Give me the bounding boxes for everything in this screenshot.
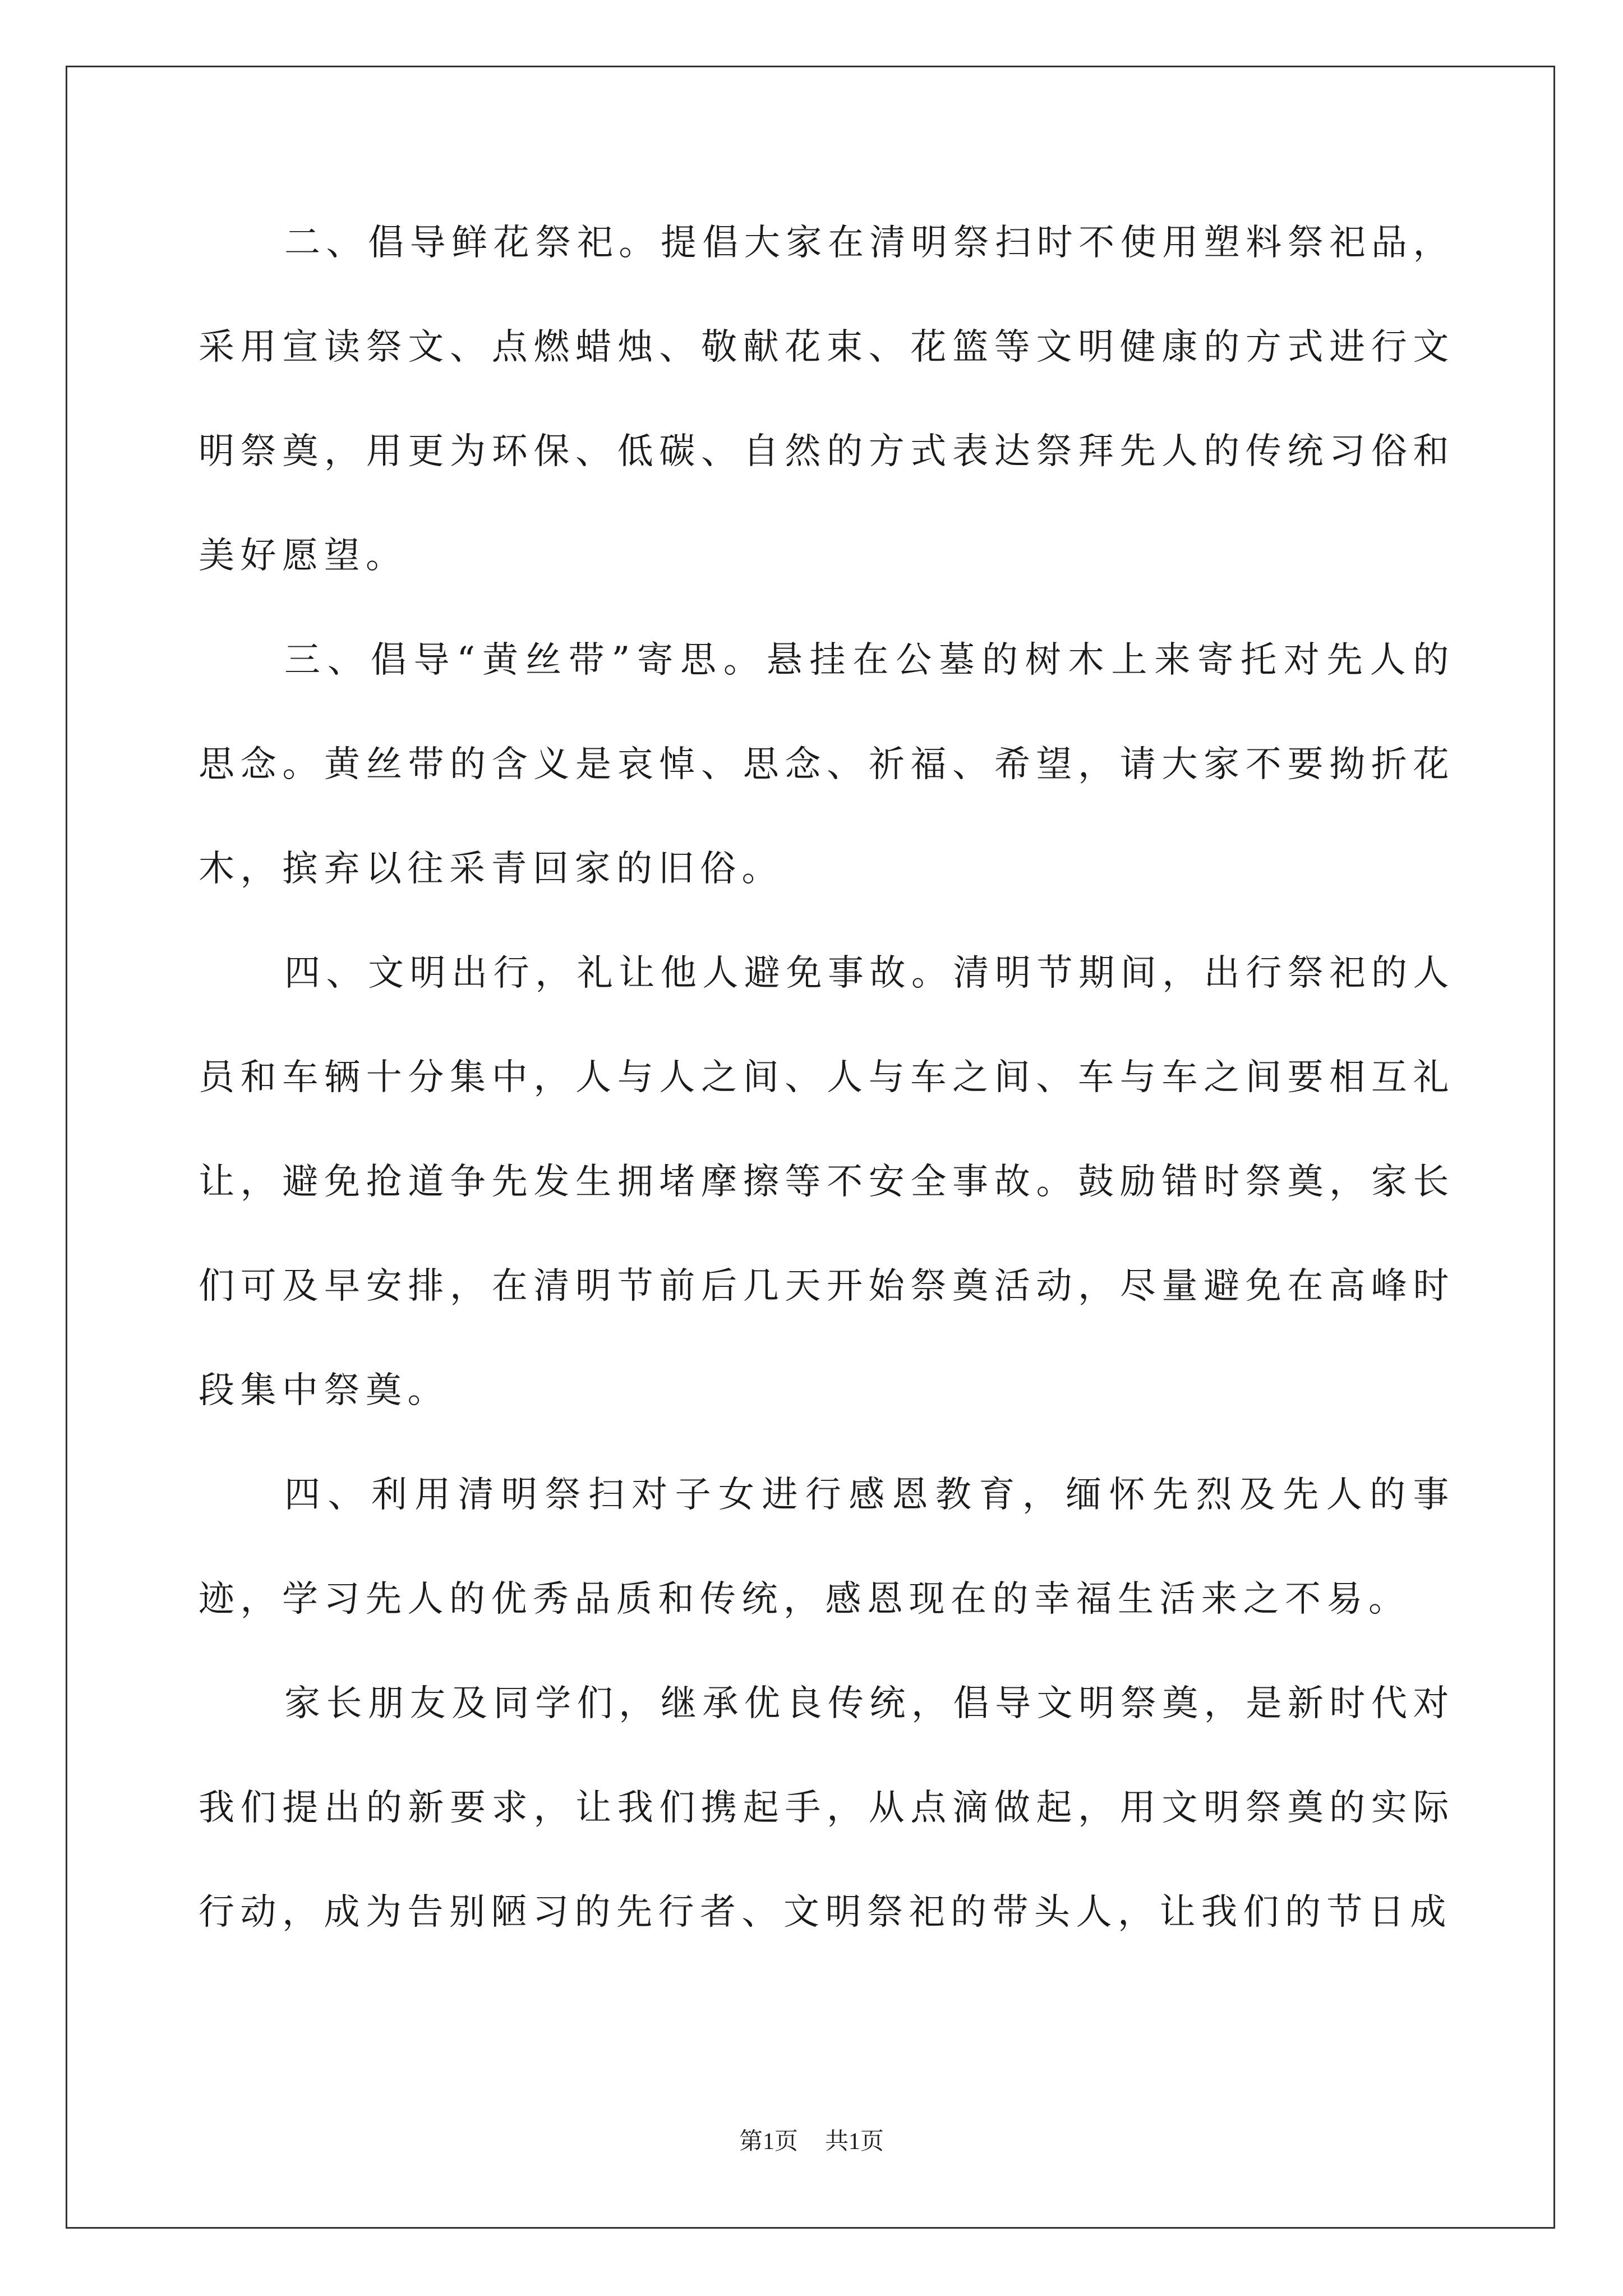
- paragraph: 四、利用清明祭扫对子女进行感恩教育，缅怀先烈及先人的事迹，学习先人的优秀品质和传统，感恩现在的幸福生活来之不易。: [199, 1474, 1455, 1620]
- paragraph: 四、文明出行，礼让他人避免事故。清明节期间，出行祭祀的人员和车辆十分集中，人与人之间、人与车之间、车与车之间要相互礼让，避免抢道争先发生拥堵摩擦等不安全事故。鼓励错时祭奠，家长们可及早安排，在清明节前后几天开始祭奠活动，尽量避免在高峰时段集中祭奠。: [199, 953, 1455, 1411]
- paragraph: 家长朋友及同学们，继承优良传统，倡导文明祭奠，是新时代对我们提出的新要求，让我们携起手，从点滴做起，用文明祭奠的实际行动，成为告别陋习的先行者、文明祭祀的带头人，让我们的节日成: [199, 1683, 1455, 1933]
- page-footer: [0, 2125, 1623, 2159]
- page-number-total: 共1页: [825, 2129, 884, 2155]
- paragraph: 三、倡导“黄丝带”寄思。悬挂在公墓的树木上来寄托对先人的思念。黄丝带的含义是哀悼、思念、祈福、希望，请大家不要拗折花木，摈弃以往采青回家的旧俗。: [199, 639, 1455, 890]
- paragraph: 二、倡导鲜花祭祀。提倡大家在清明祭扫时不使用塑料祭祀品，采用宣读祭文、点燃蜡烛、敬献花束、花篮等文明健康的方式进行文明祭奠，用更为环保、低碳、自然的方式表达祭拜先人的传统习俗和美好愿望。: [199, 222, 1455, 577]
- page-number-current: 第1页: [739, 2129, 798, 2155]
- document-body: [199, 191, 1455, 1964]
